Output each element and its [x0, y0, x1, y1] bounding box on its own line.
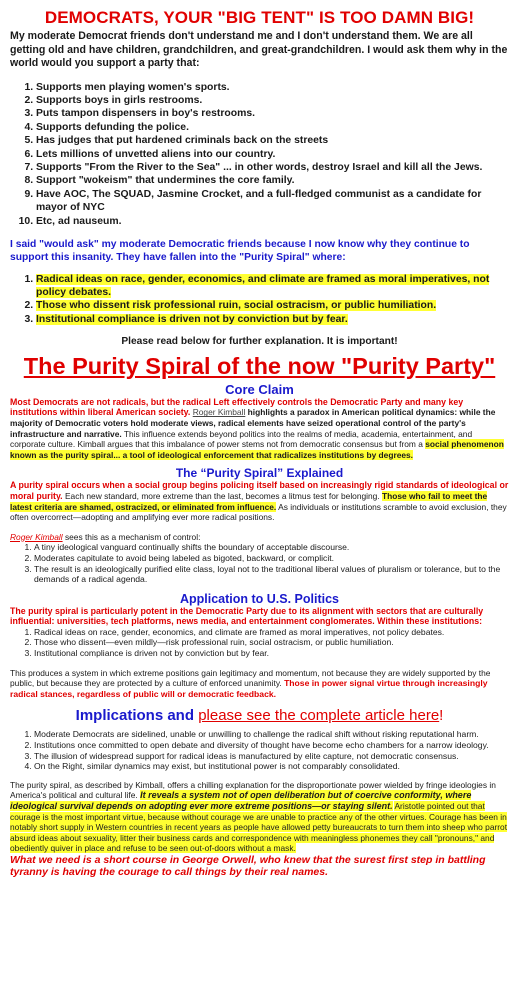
list-item: 4. On the Right, similar dynamics may exist, but institutional power is not comparably consolidated. [34, 761, 509, 772]
list-item: 1. Moderate Democrats are sidelined, unable or unwilling to challenge the radical shift without risking reputational harm. [34, 729, 509, 740]
page-title: DEMOCRATS, YOUR "BIG TENT" IS TOO DAMN BIG! [44, 8, 475, 27]
list-item: 1. Supports men playing women's sports. [36, 81, 509, 94]
explained-paragraph [10, 480, 509, 522]
list-item: 1. A tiny ideological vanguard continually shifts the boundary of acceptable discourse. [34, 542, 509, 553]
list-item: 2. Institutions once committed to open debate and diversity of thought have become echo chambers for a narrow ideology. [34, 740, 509, 751]
final-statement: What we need is a short course in George Orwell, who knew that the surest first step in battling tyranny is having the courage to call things by their real names. [10, 853, 486, 879]
list-item: 5. Has judges that put hardened criminals back on the streets [36, 134, 509, 147]
application-heading: Application to U.S. Politics [179, 591, 340, 606]
support-list [10, 81, 509, 228]
highlighted-text: social phenomenon known as the purity spiral... a tool of ideological enforcement that radicalizes institutions by degrees. [10, 439, 504, 460]
core-claim-red: Most Democrats are not radicals, but the radical Left effectively controls the Democratic Party and many key institutions within liberal American society. [10, 396, 464, 418]
list-item: 2. Those who dissent—even mildly—risk professional ruin, social ostracism, or public humiliation. [34, 637, 509, 648]
would-ask-paragraph: I said "would ask" my moderate Democratic friends because I now know why they continue to support this insanity. They have fallen into the "Purity Spiral" where: [10, 238, 470, 264]
core-claim-paragraph [10, 397, 509, 461]
mechanism-text: sees this as a mechanism of control: [64, 531, 201, 542]
closing-body: The purity spiral, as described by Kimball, offers a chilling explanation for the disproportionate power wielded by fringe ideologies in America's political and cultural life. [10, 779, 496, 801]
implications-title: Implications and [75, 707, 195, 725]
highlighted-text: Radical ideas on race, gender, economics, and climate are framed as moral imperatives, not policy debates. [36, 273, 490, 299]
list-item: 2. Moderates capitulate to avoid being labeled as bigoted, backward, or complicit. [34, 553, 509, 564]
list-item [36, 273, 509, 299]
highlighted-text: Institutional compliance is driven not by conviction but by fear. [36, 313, 348, 325]
implications-list [10, 729, 509, 771]
exclamation: ! [439, 707, 444, 725]
list-item [36, 299, 509, 312]
list-item: 3. The illusion of widespread support for radical ideas is manufactured by elite capture, not democratic consensus. [34, 751, 509, 762]
list-item [36, 313, 509, 326]
list-item: 1. Radical ideas on race, gender, economics, and climate are framed as moral imperatives, not policy debates. [34, 627, 509, 638]
please-read-note: Please read below for further explanation. It is important! [121, 335, 398, 347]
list-item: 3. The result is an ideologically purified elite class, loyal not to the traditional liberal values of pluralism or tolerance, but to the demands of a radical agenda. [34, 564, 509, 585]
core-claim-heading: Core Claim [225, 381, 294, 397]
list-item: 2. Supports boys in girls restrooms. [36, 94, 509, 107]
list-item: 3. Institutional compliance is driven not by conviction but by fear. [34, 648, 509, 659]
highlighted-text: It reveals a system not of open deliberation but of coercive conformity, where ideological survival depends on adopting ever more extreme positions—or staying silent. [10, 790, 472, 811]
application-body: This produces a system in which extreme positions gain legitimacy and momentum, not because they are widely supported by the public, but because they are protected by a culture of enforced unanimity. [10, 667, 491, 689]
mechanism-list [10, 542, 509, 584]
list-item: 9. Have AOC, The SQUAD, Jasmine Crocket, and a full-fledged communist as a candidate for mayor of NYC [36, 188, 509, 215]
explained-body-2: As individuals or institutions scramble to avoid exclusion, they often overcorrect—adopting and amplifying ever more radical positions. [10, 501, 507, 523]
headline: The Purity Spiral of the now "Purity Party" [23, 352, 496, 379]
explained-heading: The “Purity Spiral” Explained [175, 466, 344, 481]
list-item: 8. Support "wokeism" that undermines the core family. [36, 174, 509, 187]
core-claim-body-2: This influence extends beyond politics into the realms of media, academia, entertainment, and corporate culture. Kimball argues that this imbalance of power stems not from democratic consensus but from a [10, 428, 473, 450]
application-list [10, 627, 509, 659]
application-red: The purity spiral is particularly potent in the Democratic Party due to its alignment with sectors that are culturally influential: universities, tech platforms, news media, and entertainment conglomerates. Within these institutions: [10, 605, 484, 627]
core-claim-body: highlights a paradox in American political dynamics: while the majority of Democratic voters hold moderate views, radical elements have seized operational control of the party's infrastructure and narrative. [10, 407, 496, 439]
application-red-2: Those in power signal virtue through increasingly radical stances, regardless of public will or democratic feedback. [10, 678, 488, 699]
complete-article-link[interactable]: please see the complete article here [198, 707, 440, 725]
list-item: 4. Supports defunding the police. [36, 121, 509, 134]
application-conclusion [10, 668, 509, 700]
author-link[interactable]: Roger Kimball [192, 407, 246, 418]
implications-heading [10, 707, 509, 724]
highlighted-text: Aristotle pointed out that courage is the most important virtue, because without courage we are unable to practice any of the other virtues. Courage has been in notably short supply in Western countries in recent years as people have allowed petty bureaucrats to turn them into sheep who parrot absurd ideas about sexuality, litter their business cards and correspondence with meaningless phonemes they call "pronouns," and obediently quiver in place and refuse to be seen out-of-doors without a mask. [10, 801, 508, 854]
highlighted-text: Those who fail to meet the latest criteria are shamed, ostracized, or eliminated from influence. [10, 490, 488, 512]
list-item: 7. Supports "From the River to the Sea" ... in other words, destroy Israel and kill all the Jews. [36, 161, 509, 174]
list-item: 3. Puts tampon dispensers in boy's restrooms. [36, 107, 509, 120]
list-item: 6. Lets millions of unvetted aliens into our country. [36, 148, 509, 161]
highlighted-text: Those who dissent risk professional ruin, social ostracism, or public humiliation. [36, 300, 437, 312]
author-link[interactable]: Roger Kimball [10, 531, 63, 542]
application-paragraph [10, 606, 509, 627]
explained-red: A purity spiral occurs when a social group begins policing itself based on increasingly rigid standards of ideological or moral purity. [10, 480, 509, 501]
closing-paragraph [10, 780, 509, 854]
list-item: 10. Etc, ad nauseum. [36, 215, 509, 228]
explained-body: Each new standard, more extreme than the last, becomes a litmus test for belonging. [64, 490, 380, 501]
spiral-list [10, 273, 509, 326]
intro-paragraph: My moderate Democrat friends don't understand me and I don't understand them. We are all getting old and have children, grandchildren, and great-grandchildren. I would ask them why in the world would you support a party that: [10, 30, 508, 69]
mechanism-intro [10, 532, 509, 543]
